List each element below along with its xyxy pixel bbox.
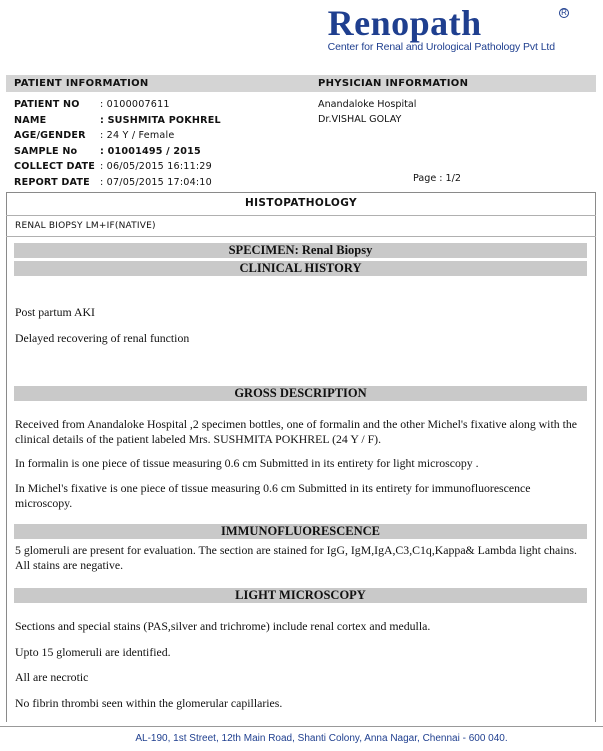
patient-details <box>14 97 221 190</box>
footer-divider <box>0 726 603 727</box>
light-microscopy-line: Upto 15 glomeruli are identified. <box>15 645 171 659</box>
sample-no-value: : 01001495 / 2015 <box>100 145 201 157</box>
doctor-name: Dr.VISHAL GOLAY <box>318 114 402 125</box>
field-label: NAME <box>14 114 47 126</box>
exam-name: RENAL BIOPSY LM+IF(NATIVE) <box>15 221 156 231</box>
light-microscopy-line: No fibrin thrombi seen within the glomerular capillaries. <box>15 696 283 710</box>
info-header-bar <box>6 75 596 92</box>
immunofluorescence-heading: IMMUNOFLUORESCENCE <box>14 524 587 539</box>
gross-paragraph: In formalin is one piece of tissue measuring 0.6 cm Submitted in its entirety for light microscopy . <box>15 456 479 470</box>
clinical-history-line: Post partum AKI <box>15 305 95 319</box>
divider <box>6 215 596 216</box>
field-label: AGE/GENDER <box>14 130 86 142</box>
page-indicator: Page : 1/2 <box>413 173 461 184</box>
brand-logo <box>327 3 567 53</box>
field-label: PATIENT NO <box>14 99 80 111</box>
field-label: SAMPLE No <box>14 145 78 157</box>
collect-date-row <box>14 159 221 175</box>
registered-mark-icon: R <box>559 8 569 18</box>
collect-date-value: : 06/05/2015 16:11:29 <box>100 161 212 173</box>
field-label: COLLECT DATE <box>14 161 96 173</box>
age-gender-row <box>14 128 221 144</box>
brand-name: Renopath <box>327 3 482 43</box>
field-label: REPORT DATE <box>14 176 90 188</box>
immunofluorescence-paragraph: 5 glomeruli are present for evaluation. The section are stained for IgG, IgM,IgA,C3,C1q,Kappa& Lambda light chains. All stains are negative. <box>15 543 577 572</box>
gross-paragraph: Received from Anandaloke Hospital ,2 specimen bottles, one of formalin and the other Michel's fixative along with the clinical details of the patient labeled Mrs. SUSHMITA POKHREL (24 Y / F). <box>15 417 577 446</box>
physician-info-heading: PHYSICIAN INFORMATION <box>318 78 469 89</box>
clinical-history-heading: CLINICAL HISTORY <box>14 261 587 276</box>
gross-description-heading: GROSS DESCRIPTION <box>14 386 587 401</box>
clinical-history-line: Delayed recovering of renal function <box>15 331 190 345</box>
patient-no-row <box>14 97 221 113</box>
patient-info-heading: PATIENT INFORMATION <box>14 78 149 89</box>
light-microscopy-heading: LIGHT MICROSCOPY <box>14 588 587 603</box>
physician-details <box>318 99 416 129</box>
specimen-bar: SPECIMEN: Renal Biopsy <box>14 243 587 258</box>
sample-no-row <box>14 144 221 160</box>
name-row <box>14 113 221 129</box>
brand-subtitle: Center for Renal and Urological Pathology Pvt Ltd <box>327 41 555 53</box>
department-title: HISTOPATHOLOGY <box>244 197 358 209</box>
light-microscopy-line: Sections and special stains (PAS,silver and trichrome) include renal cortex and medulla. <box>15 619 431 633</box>
report-date-row <box>14 175 221 191</box>
light-microscopy-line: All are necrotic <box>15 670 89 684</box>
hospital-name: Anandaloke Hospital <box>318 99 417 110</box>
patient-no-value: : 0100007611 <box>100 99 170 111</box>
divider <box>6 236 596 237</box>
report-date-value: : 07/05/2015 17:04:10 <box>100 176 212 188</box>
footer-address: AL-190, 1st Street, 12th Main Road, Shanti Colony, Anna Nagar, Chennai - 600 040. <box>135 733 508 744</box>
age-gender-value: : 24 Y / Female <box>100 130 175 142</box>
patient-name-value: : SUSHMITA POKHREL <box>100 114 221 126</box>
gross-paragraph: In Michel's fixative is one piece of tissue measuring 0.6 cm Submitted in its entirety for immunofluorescence microscopy. <box>15 481 531 510</box>
footer <box>0 733 603 744</box>
